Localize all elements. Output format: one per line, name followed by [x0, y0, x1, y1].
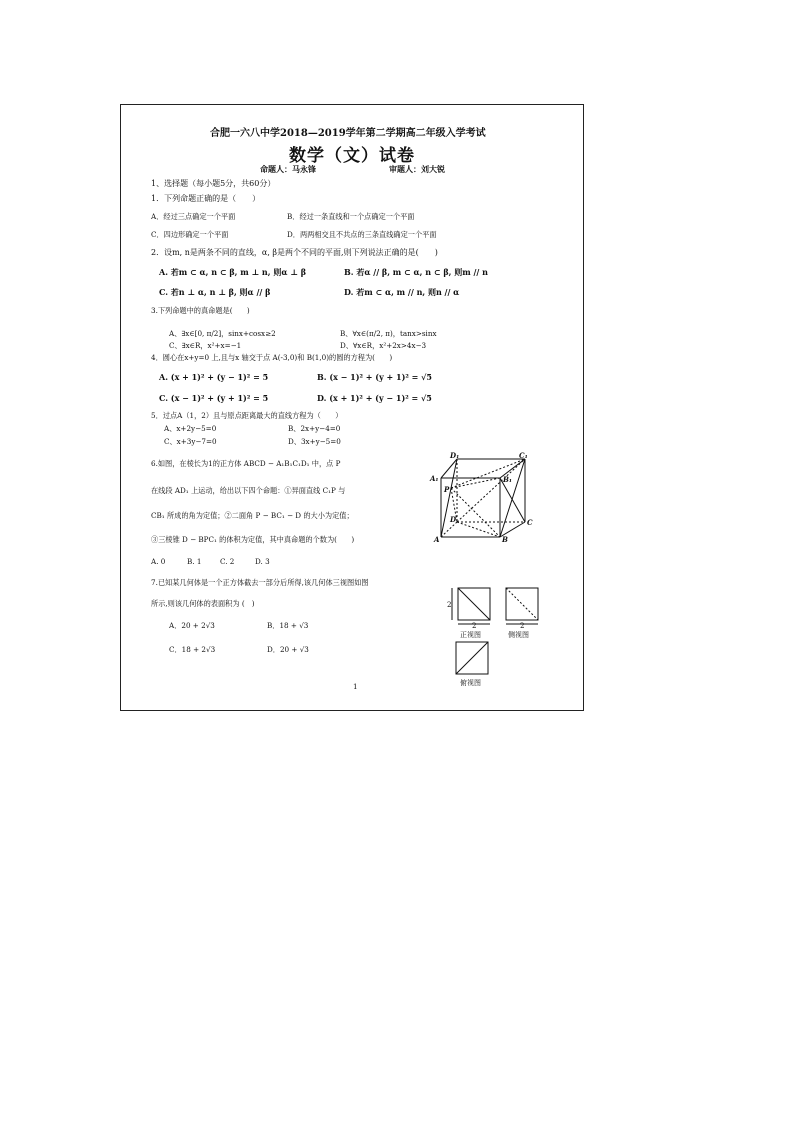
q2-option-d: D. 若m ⊂ α, m // n, 则n // α	[344, 287, 460, 297]
top-view-label: 俯视图	[460, 679, 481, 687]
q6-option-b: B. 1	[187, 557, 202, 566]
school-title: 合肥一六八中学2018—2019学年第二学期高二年级入学考试	[210, 128, 486, 139]
q1-option-d: D．两两相交且不共点的三条直线确定一个平面	[287, 230, 437, 239]
cube-label-b1: B₁	[503, 475, 512, 484]
author-line: 命题人：马永锋	[260, 164, 316, 174]
q1-stem: 1．下列命题正确的是（ ）	[151, 194, 261, 203]
section-heading: 1、选择题（每小题5分，共60分）	[151, 179, 276, 188]
q5-option-d: D、3x+y−5=0	[288, 437, 341, 446]
q3-stem: 3.下列命题中的真命题是( )	[151, 306, 250, 315]
q5-option-b: B、2x+y−4=0	[288, 424, 341, 433]
q7-option-d: D．20 + √3	[267, 645, 309, 654]
q7-option-a: A．20 + 2√3	[169, 621, 215, 630]
q3-option-c: C、∃x∈R，x²+x=−1	[169, 341, 242, 350]
page-number: 1	[353, 682, 358, 691]
dim-side-width: 2	[520, 622, 525, 630]
q2-option-c: C. 若n ⊥ α, n ⊥ β, 则α // β	[159, 287, 271, 297]
q3-option-a: A、∃x∈[0, π/2]，sinx+cosx≥2	[169, 329, 276, 338]
cube-label-d1: D₁	[450, 451, 460, 460]
q6-option-a: A. 0	[151, 557, 166, 566]
cube-figure	[428, 450, 538, 545]
reviewer-line: 审题人：刘大锐	[389, 164, 445, 174]
q6-option-c: C. 2	[220, 557, 235, 566]
q2-option-b: B. 若α // β, m ⊂ α, n ⊂ β, 则m // n	[344, 267, 488, 277]
q4-option-c: C. (x − 1)² + (y + 1)² = 5	[159, 393, 269, 403]
q5-option-c: C、x+3y−7=0	[164, 437, 217, 446]
q1-option-c: C．四边形确定一个平面	[151, 230, 229, 239]
cube-label-d: D	[450, 515, 457, 524]
q5-stem: 5．过点A（1，2）且与原点距离最大的直线方程为（ ）	[151, 411, 343, 420]
cube-label-c: C	[527, 518, 533, 527]
q4-option-d: D. (x + 1)² + (y − 1)² = √5	[317, 393, 432, 403]
dim-height: 2	[447, 601, 452, 609]
q7-option-b: B．18 + √3	[267, 621, 309, 630]
q4-stem: 4．圆心在x+y=0 上,且与x 轴交于点 A(-3,0)和 B(1,0)的圆的方程为( )	[151, 353, 393, 362]
side-view-label: 侧视图	[508, 631, 529, 639]
cube-label-p: P	[444, 485, 450, 494]
cube-label-b: B	[502, 535, 508, 544]
q6-text-line4: ③三棱锥 D − BPC₁ 的体积为定值，其中真命题的个数为( )	[151, 535, 355, 544]
side-view-square	[506, 588, 538, 620]
q7-option-c: C．18 + 2√3	[169, 645, 216, 654]
q1-option-a: A．经过三点确定一个平面	[151, 212, 236, 221]
q2-option-a: A. 若m ⊂ α, n ⊂ β, m ⊥ n, 则α ⊥ β	[159, 267, 307, 277]
dim-front-width: 2	[472, 622, 477, 630]
subject-title: 数学（文）试卷	[289, 146, 415, 166]
cube-label-a1: A₁	[430, 474, 439, 483]
three-views-figure	[444, 584, 556, 692]
q2-stem: 2．设m, n是两条不同的直线，α, β是两个不同的平面,则下列说法正确的是( )	[151, 248, 438, 257]
q3-option-b: B、∀x∈(π/2, π)，tanx>sinx	[340, 329, 437, 338]
cube-label-c1: C₁	[519, 451, 528, 460]
q4-option-a: A. (x + 1)² + (y − 1)² = 5	[159, 372, 269, 382]
q4-option-b: B. (x − 1)² + (y + 1)² = √5	[317, 372, 432, 382]
front-view-label: 正视图	[460, 631, 481, 639]
q3-option-d: D、∀x∈R，x²+2x>4x−3	[340, 341, 427, 350]
q6-text-line1: 6.如图，在棱长为1的正方体 ABCD − A₁B₁C₁D₁ 中，点 P	[151, 459, 341, 468]
q1-option-b: B．经过一条直线和一个点确定一个平面	[287, 212, 415, 221]
q6-option-d: D. 3	[255, 557, 270, 566]
q7-text-line1: 7.已知某几何体是一个正方体截去一部分后所得,该几何体三视图如图	[151, 578, 369, 587]
q6-text-line3: CB₁ 所成的角为定值；②二面角 P − BC₁ − D 的大小为定值；	[151, 511, 354, 520]
q5-option-a: A、x+2y−5=0	[164, 424, 217, 433]
q6-text-line2: 在线段 AD₁ 上运动，给出以下四个命题：①异面直线 C₁P 与	[151, 486, 346, 495]
cube-label-a: A	[434, 535, 440, 544]
q7-text-line2: 所示,则该几何体的表面积为 ( )	[151, 599, 255, 608]
